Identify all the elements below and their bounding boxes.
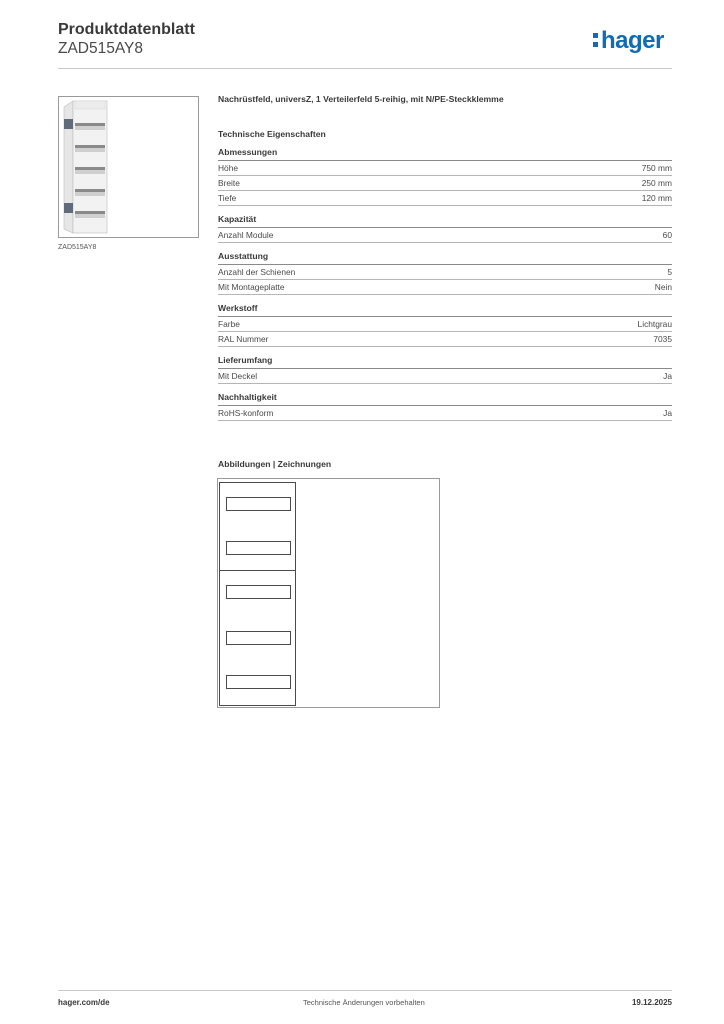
logo-text: hager	[601, 27, 664, 54]
property-row	[218, 176, 672, 191]
property-section	[218, 214, 672, 243]
property-value: 750 mm	[641, 163, 672, 173]
property-value: Ja	[663, 371, 672, 381]
property-value: 7035	[653, 334, 672, 344]
footer-date: 19.12.2025	[631, 998, 672, 1007]
property-section-title: Werkstoff	[218, 303, 672, 317]
article-number: ZAD515AY8	[58, 40, 144, 57]
panel-front-drawing	[218, 479, 439, 707]
hager-logo	[593, 27, 664, 55]
property-section	[218, 392, 672, 421]
property-label: Farbe	[218, 319, 240, 329]
property-value: Nein	[654, 282, 672, 292]
property-section-title: Nachhaltigkeit	[218, 392, 672, 406]
property-section	[218, 355, 672, 384]
property-label: Anzahl Module	[218, 230, 274, 240]
property-row	[218, 280, 672, 295]
footer-note: Technische Änderungen vorbehalten	[303, 998, 425, 1007]
property-row	[218, 228, 672, 243]
drawings-heading: Abbildungen | Zeichnungen	[218, 459, 332, 469]
page-title: Produktdatenblatt	[58, 21, 195, 38]
property-section	[218, 147, 672, 206]
properties-heading: Technische Eigenschaften	[218, 129, 326, 139]
property-label: RoHS-konform	[218, 408, 274, 418]
property-section-title: Kapazität	[218, 214, 672, 228]
properties-sections	[218, 147, 672, 421]
header-divider	[58, 68, 672, 69]
property-row	[218, 191, 672, 206]
property-section-title: Abmessungen	[218, 147, 672, 161]
property-section-title: Ausstattung	[218, 251, 672, 265]
product-image-caption: ZAD515AY8	[58, 244, 97, 251]
footer-divider	[58, 990, 672, 991]
property-label: RAL Nummer	[218, 334, 269, 344]
property-value: 5	[667, 267, 672, 277]
property-section	[218, 303, 672, 347]
property-row	[218, 406, 672, 421]
property-label: Breite	[218, 178, 240, 188]
logo-colon-icon	[593, 33, 599, 47]
property-label: Mit Deckel	[218, 371, 258, 381]
property-section-title: Lieferumfang	[218, 355, 672, 369]
product-description: Nachrüstfeld, universZ, 1 Verteilerfeld 5-reihig, mit N/PE-Steckklemme	[218, 94, 504, 104]
product-image	[58, 96, 199, 238]
property-label: Anzahl der Schienen	[218, 267, 296, 277]
property-label: Mit Montageplatte	[218, 282, 285, 292]
property-value: 120 mm	[641, 193, 672, 203]
main-content	[218, 94, 672, 421]
property-value: 60	[662, 230, 672, 240]
property-row	[218, 317, 672, 332]
property-section	[218, 251, 672, 295]
property-value: Lichtgrau	[637, 319, 672, 329]
distribution-panel-illustration	[59, 97, 198, 237]
property-row	[218, 332, 672, 347]
property-label: Höhe	[218, 163, 239, 173]
property-row	[218, 161, 672, 176]
technical-drawing	[217, 478, 440, 708]
footer-website: hager.com/de	[58, 998, 110, 1007]
property-row	[218, 369, 672, 384]
property-value: Ja	[663, 408, 672, 418]
property-row	[218, 265, 672, 280]
property-value: 250 mm	[641, 178, 672, 188]
property-label: Tiefe	[218, 193, 237, 203]
